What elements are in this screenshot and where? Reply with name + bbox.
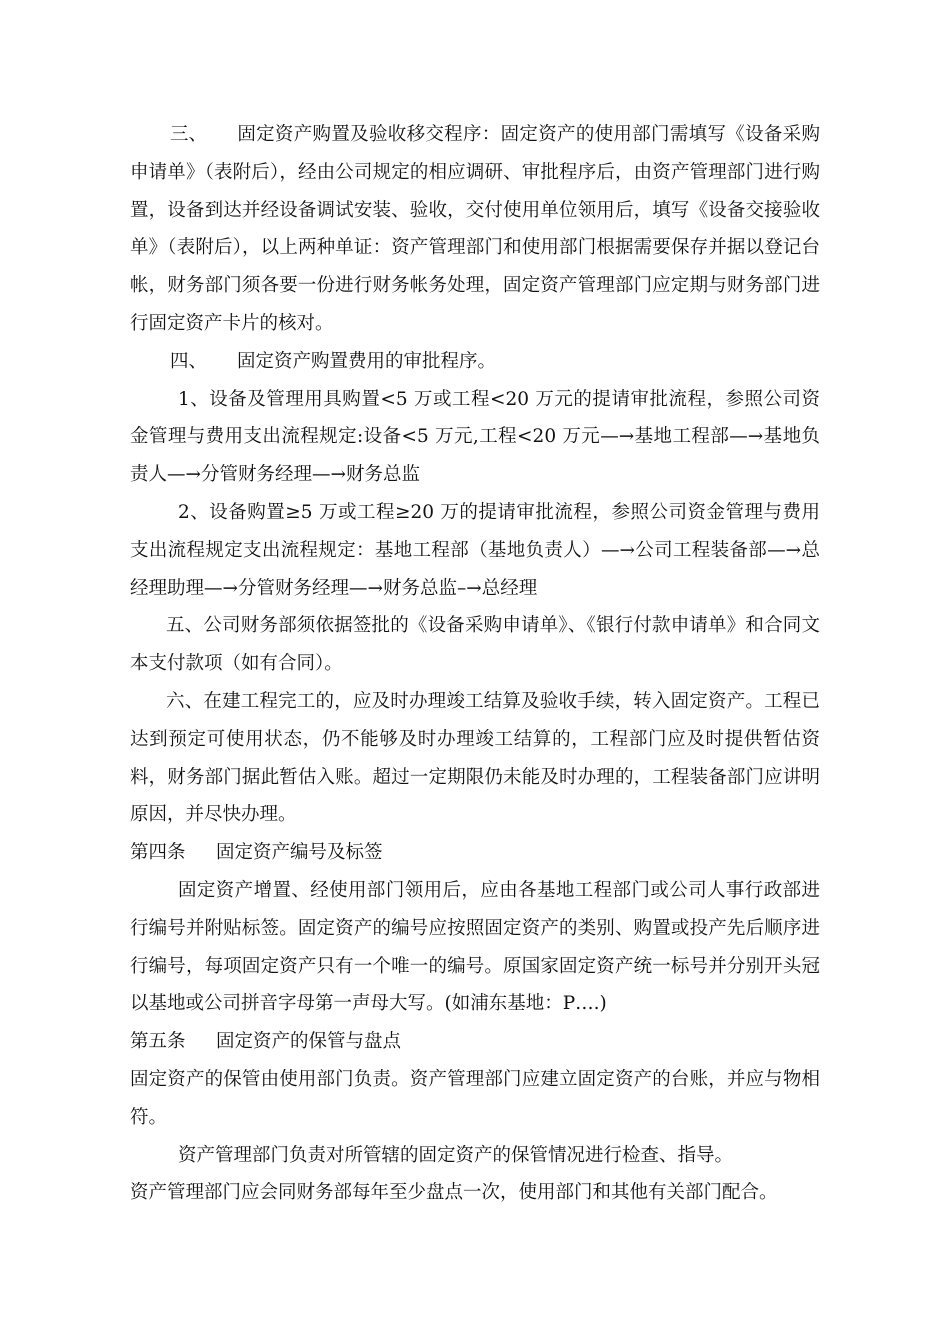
article-5-body-2: 资产管理部门负责对所管辖的固定资产的保管情况进行检查、指导。 <box>178 1144 734 1166</box>
paragraph-4-item-2: 2、设备购置≥5 万或工程≥20 万的提请审批流程，参照公司资金管理与费用支出流程规定支出流程规定：基地工程部（基地负责人）—→公司工程装备部—→总经理助理—→分管财务经理—→财务总监–→总经理 <box>130 501 820 599</box>
article-5-heading <box>130 1023 820 1061</box>
paragraph-5: 五、公司财务部须依据签批的《设备采购申请单》、《银行付款申请单》和合同文本支付款项（如有合同）。 <box>130 615 820 675</box>
paragraph-6: 六、在建工程完工的，应及时办理竣工结算及验收手续，转入固定资产。工程已达到预定可使用状态，仍不能够及时办理竣工结算的，工程部门应及时提供暂估资料，财务部门据此暂估入账。超过一定期限仍未能及时办理的，工程装备部门应讲明原因，并尽快办理。 <box>130 690 820 826</box>
paragraph-3-label: 三、 <box>170 124 208 145</box>
article-5-body-3: 资产管理部门应会同财务部每年至少盘点一次，使用部门和其他有关部门配合。 <box>130 1182 778 1204</box>
article-4-heading <box>130 834 820 872</box>
paragraph-4-label: 四、 <box>170 350 208 372</box>
article-5-number: 第五条 <box>130 1031 186 1053</box>
paragraph-3 <box>130 116 820 343</box>
paragraph-4-body: 固定资产购置费用的审批程序。 <box>237 350 497 372</box>
article-4-title: 固定资产编号及标签 <box>216 842 383 864</box>
article-5-body-1: 固定资产的保管由使用部门负责。资产管理部门应建立固定资产的台账，并应与物相符。 <box>130 1068 820 1128</box>
paragraph-4-item-1: 1、设备及管理用具购置<5 万或工程<20 万元的提请审批流程，参照公司资金管理与费用支出流程规定:设备<5 万元,工程<20 万元—→基地工程部—→基地负责人—→分管财务经理—→财务总监 <box>130 388 820 486</box>
article-4-number: 第四条 <box>130 842 186 864</box>
paragraph-4 <box>130 343 820 381</box>
article-4-body: 固定资产增置、经使用部门领用后，应由各基地工程部门或公司人事行政部进行编号并附贴标签。固定资产的编号应按照固定资产的类别、购置或投产先后顺序进行编号，每项固定资产只有一个唯一的编号。原国家固定资产统一标号并分别开头冠以基地或公司拼音字母第一声母大写。(如浦东基地：P….) <box>130 879 820 1015</box>
article-5-title: 固定资产的保管与盘点 <box>216 1031 402 1053</box>
paragraph-3-body: 固定资产购置及验收移交程序：固定资产的使用部门需填写《设备采购申请单》（表附后），经由公司规定的相应调研、审批程序后，由资产管理部门进行购置，设备到达并经设备调试安装、验收，交付使用单位领用后，填写《设备交接验收单》（表附后），以上两种单证：资产管理部门和使用部门根据需要保存并据以登记台帐，财务部门须各要一份进行财务帐务处理，固定资产管理部门应定期与财务部门进行固定资产卡片的核对。 <box>130 124 820 334</box>
document-page <box>130 116 820 1212</box>
